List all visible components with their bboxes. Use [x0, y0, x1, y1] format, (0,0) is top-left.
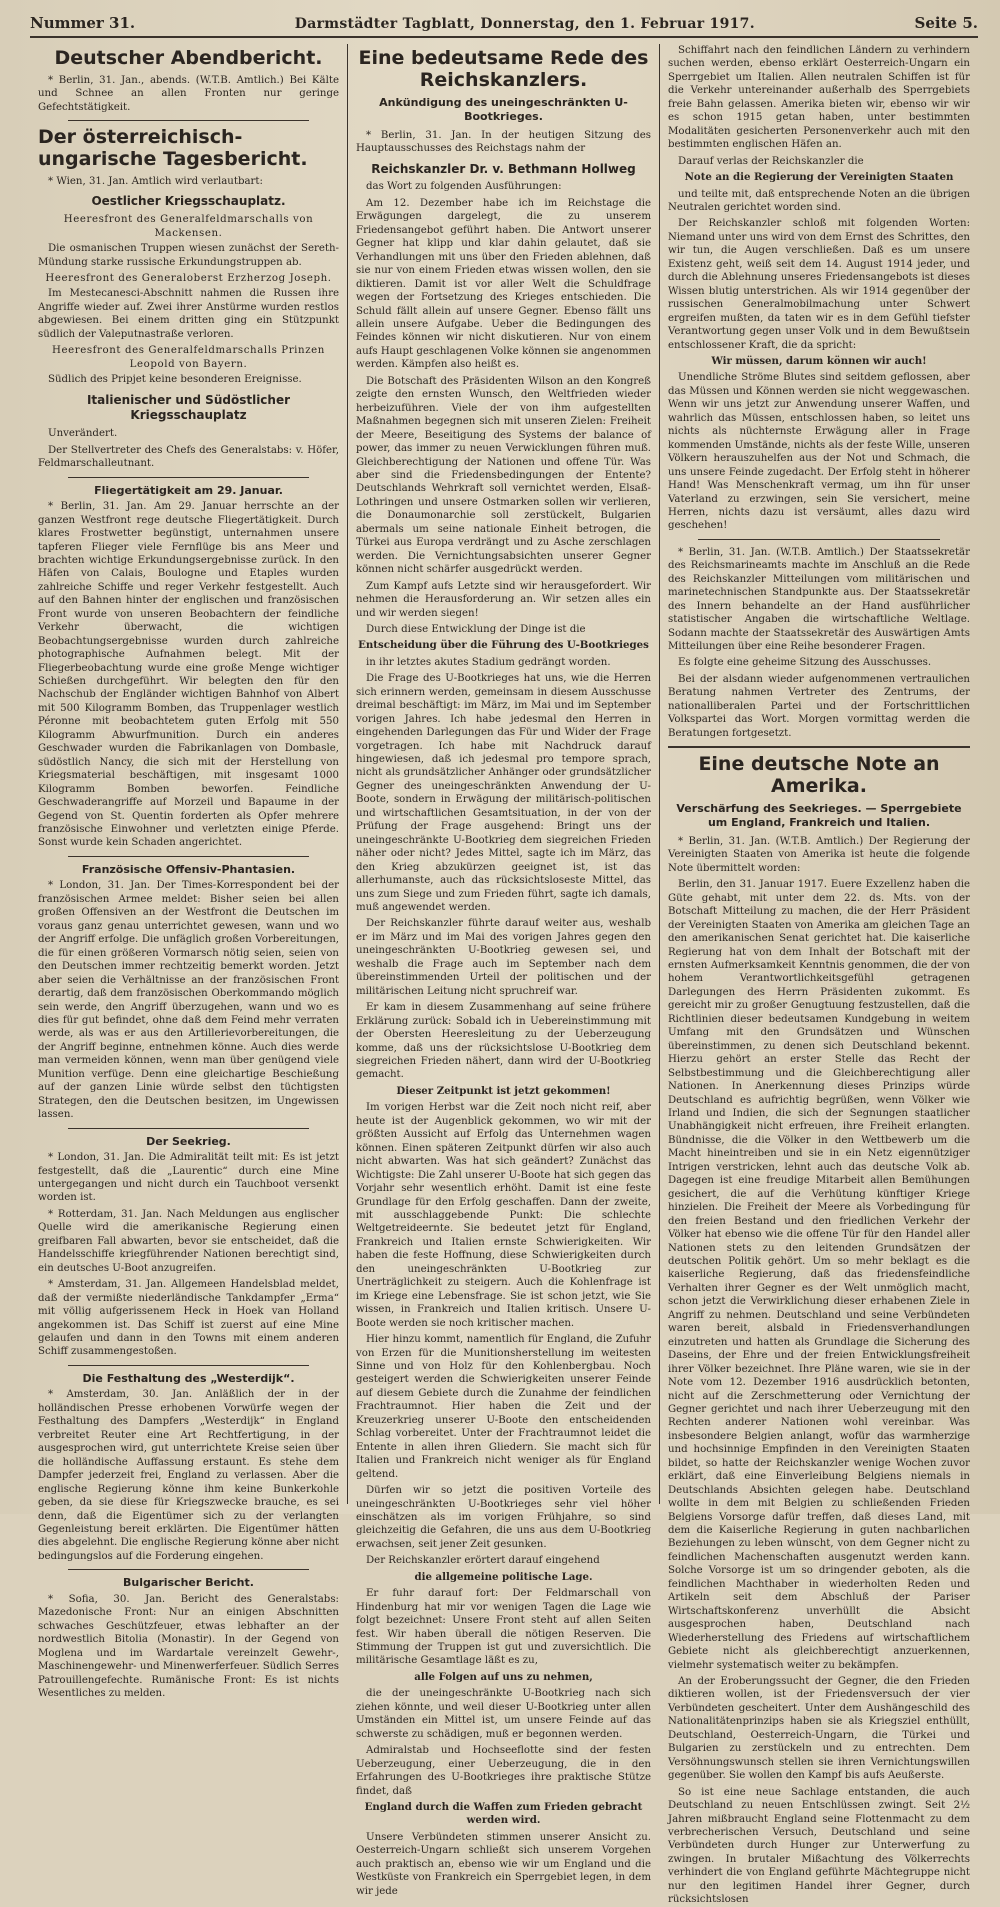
subhead: Note an die Regierung der Vereinigten Staaten [684, 171, 954, 184]
text: * Amsterdam, 30. Jan. Anläßlich der in der holländischen Presse erhobenen Vorwürfe wegen der Festhaltung des Dampfers „Westerdijk“ in England verbreitet Reuter eine Art Rechtfertigung, in der ausgesprochen wird, gut unterrichtete Kreise seien über die holländische Auffassung erstaunt. Es stehe dem Dampfer jederzeit frei, England zu verlassen. Aber die englische Regierung könne ihm keine Bunkerkohle geben, da sie diese für Kriegszwecke brauche, es sei denn, daß die Eigentümer sich zu der verlangten Gegenleistung bereit erklärten. Die Eigentümer hätten dies abgelehnt. Die englische Regierung könne aber nicht bedingungslos auf die Forderung eingehen. [38, 1389, 339, 1562]
subhead-spaced: Heeresfront des Generalfeldmarschalls Prinzen Leopold von Bayern. [52, 345, 325, 370]
text: * Berlin, 31. Jan. Am 29. Januar herrschte an der ganzen Westfront rege deutsche Fliegertätigkeit. Durch klares Frostwetter begünstigt, unternahmen unsere tapferen Flieger viele Fernflüge bis ans Meer und brachten wichtige Erkundungsergebnisse zurück. In den Häfen von Calais, Boulogne und Etaples wurden zahlreiche Schiffe und reger Verkehr festgestellt. Auch auf den Bahnen hinter der englischen und französischen Front wurde von unseren Beobachtern der feindliche Verkehr überwacht, die wichtigen Beobachtungsergebnisse wurden durch zahlreiche photographische Aufnahmen belegt. Mit der Fliegerbeobachtung wurde eine große Menge wichtiger Schießen durchgeführt. Wir belegten den für den Nachschub der Engländer wichtigen Bahnhof von Albert mit 500 Kilogramm Bomben, das Truppenlager westlich Péronne mit beobachtetem guten Erfolg mit 550 Kilogramm Abwurfmunition. Durch ein anderes Geschwader wurden die Fabrikanlagen von Dombasle, südöstlich Nancy, die sich mit der Herstellung von Kriegsmaterial beschäftigen, mit insgesamt 1000 Kilogramm Bomben beworfen. Feindliche Geschwaderangriffe auf Morzeil und Bapaume in der Gegend von St. Quentin forderten als Opfer mehrere französische Einwohner und verletzten einige Pferde. Sonst wurde kein Schaden angerichtet. [38, 501, 339, 849]
text: Unsere Verbündeten stimmen unserer Ansicht zu. Oesterreich-Ungarn schließt sich unserem Vorgehen auch praktisch an, ebenso wie wir um England und die Westküste von Frankreich ein Sperrgebiet legen, in dem wir jede [356, 1831, 651, 1897]
headline-bulgarischer-bericht: Bulgarischer Bericht. [123, 1576, 254, 1590]
text: * Berlin, 31. Jan. (W.T.B. Amtlich.) Der Staatssekretär des Reichsmarineamts machte im Anschluß an die Rede des Reichskanzler Mitteilungen vom militärischen und marinetechnischen Standpunkte aus. Der Staatssekretär des Innern behandelte an der Hand ausführlicher statistischer Angaben die wirtschaftliche Weltlage. Sodann machte der Staatssekretär des Auswärtigen Amts Mitteilungen über eine Reihe besonderer Fragen. [668, 546, 970, 653]
text: * London, 31. Jan. Die Admiralität teilt mit: Es ist jetzt festgestellt, daß die „Laurentic“ durch eine Mine untergegangen und nicht durch ein Tauchboot versenkt worden ist. [38, 1152, 339, 1204]
text: Bei der alsdann wieder aufgenommenen vertraulichen Beratung nahmen Vertreter des Zentrums, der nationalliberalen Partei und der Fortschrittlichen Volkspartei das Wort. Morgen vormittag werden die Beratungen fortgesetzt. [668, 673, 970, 739]
text: Südlich des Pripjet keine besonderen Ereignisse. [48, 374, 302, 386]
text: * Rotterdam, 31. Jan. Nach Meldungen aus englischer Quelle wird die amerikanische Regierung einen greifbaren Fall abwarten, bevor sie entscheidet, daß die Handelsschiffe kriegführender Nationen berechtigt sind, ein deutsches U-Boot anzugreifen. [38, 1208, 339, 1274]
text: * London, 31. Jan. Der Times-Korrespondent bei der französischen Armee meldet: Bisher seien bei allen großen Offensiven an der Westfront die Deutschen im voraus ganz genau unterrichtet gewesen, wann und wo der Angriff erfolge. Die unfäglich großen Vorbereitungen, die für einen größeren Vormarsch nötig seien, seien von den Deutschen immer rechtzeitig bemerkt worden. Jetzt aber seien die Verhältnisse an der französischen Front derartig, daß dem französischen Oberkommando möglich sein werde, den Angriff überzugehen, wann und wo es dies für gut befindet, ohne daß dem Feind mehr verraten werde, als was er aus den Artillerievorbereitungen, die der Angriff beginne, entnehmen könne. Auch dies werde man vermeiden können, wenn man über genügend viele Munition verfüge. Denn eine gleichartige Beschießung auf der ganzen Linie würde selbst den tüchtigsten Strategen, den die Deutschen besitzen, im Ungewissen lassen. [38, 880, 339, 1121]
issue-number: Nummer 31. [30, 14, 136, 32]
headline-oesterreich-bericht: Der österreichisch-ungarische Tagesbericht. [38, 126, 308, 171]
divider [68, 477, 309, 478]
text: * Amsterdam, 31. Jan. Allgemeen Handelsblad meldet, daß der vermißte niederländische Tankdampfer „Erma“ mit völlig aufgerissenem Heck in Hoek van Holland angekommen ist. Das Schiff ist zuerst auf eine Mine gelaufen und dann in den Towns mit einem anderen Schiff zusammengestoßen. [38, 1279, 339, 1358]
divider [68, 1365, 309, 1366]
subhead: Italienischer und Südöstlicher Kriegsschauplatz [86, 392, 291, 423]
subhead: Reichskanzler Dr. v. Bethmann Hollweg [371, 161, 636, 176]
text: Hier hinzu kommt, namentlich für England, die Zufuhr von Erzen für die Munitionsherstellung im weitesten Sinne und von Holz für den Kohlenbergbau. Noch gesteigert werden die Schwierigkeiten unserer Feinde auf diesem Gebiete durch die Zunahme der feindlichen Frachtraumnot. Hier haben die Zeit und der Kreuzerkrieg unserer U-Boote den entscheidenden Schlag vorbereitet. Unter der Frachtraumnot leidet die Entente in allen ihren Gliedern. Sie macht sich für Italien und Frankreich nicht weniger als für England geltend. [356, 1334, 651, 1480]
text: Darauf verlas der Reichskanzler die [678, 155, 864, 167]
text: * Berlin, 31. Jan., abends. (W.T.B. Amtlich.) Bei Kälte und Schnee an allen Fronten nur geringe Gefechtstätigkeit. [38, 74, 339, 113]
subtitle: Verschärfung des Seekrieges. — Sperrgebiete um England, Frankreich und Italien. [676, 801, 962, 830]
text: Zum Kampf aufs Letzte sind wir herausgefordert. Wir nehmen die Herausforderung an. Wir setzen alles ein und wir werden siegen! [356, 580, 651, 619]
text: Schiffahrt nach den feindlichen Ländern zu verhindern suchen werden, ebenso erklärt Oesterreich-Ungarn ein Sperrgebiet um Italien. Allen neutralen Schiffen ist für die Verkehr untereinander außerhalb des Sperrgebiets freie Bahn gelassen. Amerika bieten wir, ebenso wir wir es schon 1915 getan haben, unter bestimmten Modalitäten gesicherten Personenverkehr auch mit den bestimmten englischen Häfen an. [668, 45, 970, 151]
divider [68, 856, 309, 857]
text: * Sofia, 30. Jan. Bericht des Generalstabs: Mazedonische Front: Nur an einigen Abschnitten schwaches Geschützfeuer, etwas lebhafter an der nordwestlich Bitolia (Monastir). In der Gegend von Moglena und im Wardartale vereinzelt Gewehr-, Maschinengewehr- und Minenwerferfeuer. Südlich Serres Patrouillengefechte. Rumänische Front: Es ist nichts Wesentliches zu melden. [38, 1593, 339, 1699]
text: Der Stellvertreter des Chefs des Generalstabs: v. Höfer, Feldmarschalleutnant. [38, 444, 339, 470]
subhead: Wir müssen, darum können wir auch! [711, 354, 927, 367]
text: * Berlin, 31. Jan. In der heutigen Sitzung des Hauptausschusses des Reichstags nahm der [356, 129, 651, 155]
text: Im vorigen Herbst war die Zeit noch nicht reif, aber heute ist der Augenblick gekommen, wo wir mit der größten Aussicht auf Erfolg das Unternehmen wagen können. Einen späteren Zeitpunkt dürfen wir also auch nicht abwarten. Was hat sich geändert? Zunächst das Wichtigste: Die Zahl unserer U-Boote hat sich gegen das Vorjahr sehr wesentlich erhöht. Damit ist eine feste Grundlage für den Erfolg geschaffen. Dann der zweite, mit ausschlaggebende Punkt: Die schlechte Weltgetreideernte. Sie bedeutet jetzt für England, Frankreich und Italien ernste Schwierigkeiten. Wir haben die feste Hoffnung, diese Schwierigkeiten durch den uneingeschränkten U-Bootkrieg zur Unerträglichkeit zu steigern. Auch die Kohlenfrage ist im Kriege eine Lebensfrage. Sie ist schon jetzt, wie Sie wissen, in Frankreich und Italien kritisch. Unsere U-Boote werden sie noch kritischer machen. [356, 1102, 651, 1329]
column-2 [348, 44, 660, 1897]
text: Die Botschaft des Präsidenten Wilson an den Kongreß zeigte den ernsten Wunsch, den Weltfrieden wieder herbeizuführen. Viele der von ihm aufgestellten Maßnahmen begegnen sich mit unseren Zielen: Freiheit der Meere, Beseitigung des Systems der balance of power, das immer zu neuen Verwicklungen führen muß. Gleichberechtigung der Nationen und offene Tür. Was aber sind die Friedensbedingungen der Entente? Deutschlands Wehrkraft soll vernichtet werden, Elsaß-Lothringen und unsere Ostmarken sollen wir verlieren, die Donaumonarchie soll zerstückelt, Bulgarien abermals um seine nationale Einheit betrogen, die Türkei aus Europa verdrängt und zu Asche zerschlagen werden. Die Vernichtungsabsichten unserer Gegner können nicht schärfer ausgedrückt werden. [356, 375, 651, 576]
headline-fliegertaetigkeit: Fliegertätigkeit am 29. Januar. [94, 483, 283, 497]
text: An der Eroberungssucht der Gegner, die den Frieden diktieren wollen, ist der Friedensversuch der vier Verbündeten gescheitert. Unter dem Aushängeschild des Nationalitätenprinzips haben sie als Kriegsziel enthüllt, Deutschland, Oesterreich-Ungarn, die Türkei und Bulgarien zu zerstückeln und zu entrechten. Dem Versöhnungswunsch stellen sie ihren Vernichtungswillen gegenüber. Sie wollen den Kampf bis aufs Aeußerste. [668, 1676, 970, 1782]
headline-seekrieg: Der Seekrieg. [146, 1134, 231, 1148]
subhead: Oestlicher Kriegsschauplatz. [91, 194, 286, 209]
text: * Berlin, 31. Jan. (W.T.B. Amtlich.) Der Regierung der Vereinigten Staaten von Amerika ist heute die folgende Note übermittelt worden: [668, 835, 970, 874]
text: und teilte mit, daß entsprechende Noten an die übrigen Neutralen gerichtet worden sind. [668, 188, 970, 213]
text: Berlin, den 31. Januar 1917. Euere Exzellenz haben die Güte gehabt, mit unter dem 22. ds. Mts. von der Botschaft Mitteilung zu machen, die der Herr Präsident der Vereinigten Staaten von Amerika am gleichen Tage an den amerikanischen Senat gerichtet hat. Die kaiserliche Regierung hat von dem Inhalt der Botschaft mit der ernsten Aufmerksamkeit Kenntnis genommen, die der von hohem Verantwortlichkeitsgefühl getragenen Darlegungen des Herrn Präsidenten zukommt. Es gereicht mir zu großer Genugtuung festzustellen, daß die Richtlinien dieser bedeutsamen Kundgebung in weitem Umfang mit den Grundsätzen und Wünschen übereinstimmen, zu denen sich Deutschland bekennt. Hierzu gehört an erster Stelle das Recht der Selbstbestimmung und die Gleichberechtigung aller Nationen. In Anerkennung dieses Prinzips würde Deutschland es aufrichtig begrüßen, wenn Völker wie Irland und Indien, die sich der Segnungen staatlicher Unabhängigkeit nicht erfreuen, ihre Freiheit erlangten. Bündnisse, die die Völker in den Wettbewerb um die Macht hineintreiben und sie in ein Netz eigennütziger Intrigen verstricken, lehnt auch das deutsche Volk ab. Dagegen ist eine freudige Mitarbeit allen Bemühungen gesichert, die auf die Verhütung künftiger Kriege hinzielen. Die Freiheit der Meere als Vorbedingung für den freien Bestand und den friedlichen Verkehr der Völker hat ebenso wie die offene Tür für den Handel aller Nationen stets zu den leitenden Grundsätzen der deutschen Politik gehört. Um so mehr beklagt es die kaiserliche Regierung, daß das friedensfeindliche Verhalten ihrer Gegner es der Welt unmöglich macht, schon jetzt die Verwirklichung dieser erhabenen Ziele in Angriff zu nehmen. Deutschland und seine Verbündeten waren bereit, alsbald in Friedensverhandlungen einzutreten und hatten als Grundlage die Sicherung des Daseins, der Ehre und der freien Entwicklungsfreiheit ihrer Völker bezeichnet. Ihre Pläne waren, wie sie in der Note vom 12. Dezember 1916 ausdrücklich betonten, nicht auf die Zerschmetterung oder Vernichtung der Gegner gerichtet und nach ihrer Ueberzeugung mit den Rechten anderer Nationen wohl vereinbar. Was insbesondere Belgien anlangt, wofür das warmherzige und hochsinnige Empfinden in den Vereinigten Staaten bildet, so hatte der Reichskanzler wenige Wochen zuvor erklärt, daß eine Einverleibung Belgiens niemals in Deutschlands Absichten gelegen habe. Deutschland wollte in dem mit Belgien zu schließenden Frieden Belgiens Vorsorge dafür treffen, daß dieses Land, mit dem die Kaiserliche Regierung in guten nachbarlichen Beziehungen zu leben wünscht, von dem Gegner nicht zu feindlichen Machenschaften ausgenutzt werden kann. Solche Vorsorge ist um so dringender geboten, als die feindlichen Machthaber in wiederholten Reden und Artikeln seit dem Abschluß der Pariser Wirtschaftskonferenz unverhüllt die Absicht ausgesprochen haben, Deutschland nach Wiederherstellung des Friedens auf wirtschaftlichem Gebiete nicht als gleichberechtigt anzuerkennen, vielmehr systematisch weiter zu bekämpfen. [668, 879, 970, 1671]
text: Es folgte eine geheime Sitzung des Ausschusses. [678, 657, 932, 669]
page-number: Seite 5. [914, 14, 978, 32]
divider [698, 539, 940, 540]
subhead: Dieser Zeitpunkt ist jetzt gekommen! [396, 1084, 611, 1097]
headline-note-amerika: Eine deutsche Note an Amerika. [698, 753, 940, 798]
subhead: Entscheidung über die Führung des U-Bootkrieges [358, 639, 649, 652]
masthead-title: Darmstädter Tagblatt, Donnerstag, den 1. Februar 1917. [294, 16, 755, 32]
text: Unverändert. [48, 428, 118, 440]
divider [68, 1569, 309, 1570]
subhead: alle Folgen auf uns zu nehmen, [414, 1670, 593, 1683]
subhead: die allgemeine politische Lage. [414, 1570, 593, 1583]
text: in ihr letztes akutes Stadium gedrängt worden. [366, 656, 611, 668]
text: Der Reichskanzler schloß mit folgenden Worten: Niemand unter uns wird von dem Ernst des Schrittes, den wir tun, die Augen verschließen. Daß es um unsere Existenz geht, weiß seit dem 14. August 1914 jeder, und durch die Ablehnung unseres Friedensangebots ist dieses Wissen blutig unterstrichen. Als wir 1914 gegenüber der russischen Generalmobilmachung unter Schwert ergreifen mußten, da taten wir es in dem Gefühl tiefster Verantwortung gegen unser Volk und in dem Bewußtsein entschlossener Kraft, die da spricht: [668, 218, 970, 351]
headline-rede-reichskanzler: Eine bedeutsame Rede des Reichskanzlers. [358, 47, 649, 91]
subtitle: Ankündigung des uneingeschränkten U-Bootkrieges. [379, 95, 628, 124]
divider [68, 120, 309, 121]
text: Admiralstab und Hochseeflotte sind der festen Ueberzeugung, einer Ueberzeugung, die in den Erfahrungen des U-Bootkrieges ihre praktische Stütze findet, daß [356, 1745, 651, 1797]
subhead: England durch die Waffen zum Frieden gebracht werden wird. [364, 1801, 643, 1827]
text: das Wort zu folgenden Ausführungen: [366, 181, 562, 193]
text: Durch diese Entwicklung der Dinge ist die [366, 623, 586, 635]
divider [68, 1128, 309, 1129]
text: Am 12. Dezember habe ich im Reichstage die Erwägungen dargelegt, die zu unserem Friedensangebot geführt haben. Die Antwort unserer Gegner hat klipp und klar dahin gelautet, daß sie Verhandlungen mit uns über den Frieden ablehnen, daß sie nur von einem Frieden etwas wissen wollen, den sie diktieren. Damit ist vor aller Welt die Schuldfrage wegen der Fortsetzung des Krieges entschieden. Die Schuld fällt allein auf unsere Gegner. Ebenso fällt uns allein unsere Aufgabe. Ueber die Bedingungen des Feindes können wir nicht diskutieren. Nur von einem aufs Haupt geschlagenen Volke können sie angenommen werden. Kämpfen also heißt es. [356, 197, 651, 371]
text: Er kam in diesem Zusammenhang auf seine frühere Erklärung zurück: Sobald ich in Uebereinstimmung mit der Obersten Heeresleitung zu der Ueberzeugung komme, daß uns der rücksichtslose U-Bootkrieg dem siegreichen Frieden nähert, dann wird der U-Bootkrieg gemacht. [356, 1002, 651, 1081]
text: Unendliche Ströme Blutes sind seitdem geflossen, aber das Müssen und Können werden sie nicht weggewaschen. Wenn wir uns jetzt zur Anwendung unserer Waffen, und wahrlich das Müssen, entschlossen haben, so leitet uns nichts als nüchternste Erwägung aller in Frage kommenden Umstände, nichts als der feste Wille, unseren Völkern herauszuhelfen aus der Not und Schmach, die uns unsere Feinde zugedacht. Der Erfolg steht in höherer Hand! Was Menschenkraft vermag, um ihn für unser Vaterland zu erzwingen, sein Sie versichert, meine Herren, nichts dazu ist versäumt, alles dazu wird geschehen! [668, 372, 970, 532]
headline-offensiv-phantasien: Französische Offensiv-Phantasien. [81, 862, 296, 876]
column-1 [30, 44, 348, 1699]
columns [30, 44, 978, 1906]
text: Die Frage des U-Bootkrieges hat uns, wie die Herren sich erinnern werden, gemeinsam in diesem Ausschusse dreimal beschäftigt: im März, im Mai und im September vorigen Jahres. Ich habe jedesmal den Herren in eingehenden Darlegungen das Für und Wider der Frage vorgetragen. Ich habe mit Nachdruck darauf hingewiesen, daß ich jedesmal pro tempore sprach, nicht als grundsätzlicher Anhänger oder grundsätzlicher Gegner des uneingeschränkten Anwendung der U-Boote, sondern in Erwägung der militärisch-politischen und wirtschaftlichen Gesamtsituation, in der von der Prüfung der Frage ausgehend: Bringt uns der uneingeschränkte U-Bootkrieg dem siegreichen Frieden näher oder nicht? Jedes Mittel, sagte ich im März, das den Krieg abzukürzen geeignet ist, ist das allerhumanste, auch das rücksichtsloseste Mittel, das uns zum Siege und zum Frieden führt, sagte ich damals, muß angewendet werden. [356, 673, 651, 914]
text: So ist eine neue Sachlage entstanden, die auch Deutschland zu neuen Entschlüssen zwingt. Seit 2½ Jahren mißbraucht England seine Flottenmacht zu dem verbrecherischen Versuch, Deutschland und seine Verbündeten durch Hunger zur Unterwerfung zu zwingen. In brutaler Mißachtung des Völkerrechts verhindert die von England geführte Mächtegruppe nicht nur den legitimen Handel ihrer Gegner, durch rücksichtslosen [668, 1786, 970, 1906]
headline-abendbericht: Deutscher Abendbericht. [54, 47, 323, 69]
divider [668, 746, 970, 748]
text: die der uneingeschränkte U-Bootkrieg nach sich ziehen könnte, und weil dieser U-Bootkrieg unter allen Umständen ein Mittel ist, um unsere Feinde auf das schwerste zu schädigen, muß er begonnen werden. [356, 1688, 651, 1740]
subhead-spaced: Heeresfront des Generalfeldmarschalls von Mackensen. [63, 214, 314, 239]
column-3 [660, 44, 978, 1906]
text: Der Reichskanzler erörtert darauf eingehend [366, 1555, 600, 1567]
text: Dürfen wir so jetzt die positiven Vorteile des uneingeschränkten U-Bootkrieges sehr viel höher einschätzen als im vorigen Frühjahre, so sind gleichzeitig die Gefahren, die uns aus dem U-Bootkrieg erwachsen, seit jener Zeit gesunken. [356, 1485, 651, 1550]
masthead [30, 14, 978, 38]
headline-westerdijk: Die Festhaltung des „Westerdijk“. [82, 1371, 295, 1385]
text: Die osmanischen Truppen wiesen zunächst der Sereth-Mündung starke russische Erkundungstruppen ab. [38, 243, 339, 268]
text: * Wien, 31. Jan. Amtlich wird verlautbart: [48, 175, 263, 187]
subhead-spaced: Heeresfront des Generaloberst Erzherzog Joseph. [45, 272, 332, 284]
text: Im Mestecanesci-Abschnitt nahmen die Russen ihre Angriffe wieder auf. Zwei ihrer Anstürme wurden restlos abgewiesen. Bei einem dritten ging ein Stützpunkt südlich der Valeputnastraße verloren. [38, 288, 339, 340]
text: Er fuhr darauf fort: Der Feldmarschall von Hindenburg hat mir vor wenigen Tagen die Lage wie folgt bezeichnet: Unsere Front steht auf allen Seiten fest. Wir haben überall die nötigen Reserven. Die Stimmung der Truppen ist gut und zuversichtlich. Die militärische Gesamtlage läßt es zu, [356, 1588, 651, 1667]
text: Der Reichskanzler führte darauf weiter aus, weshalb er im März und im Mai des vorigen Jahres gegen den uneingeschränkten U-Bootkrieg gewesen sei, und weshalb die Frage auch im September nach dem übereinstimmenden Urteil der politischen und der militärischen Leitung nicht spruchreif war. [356, 918, 651, 997]
